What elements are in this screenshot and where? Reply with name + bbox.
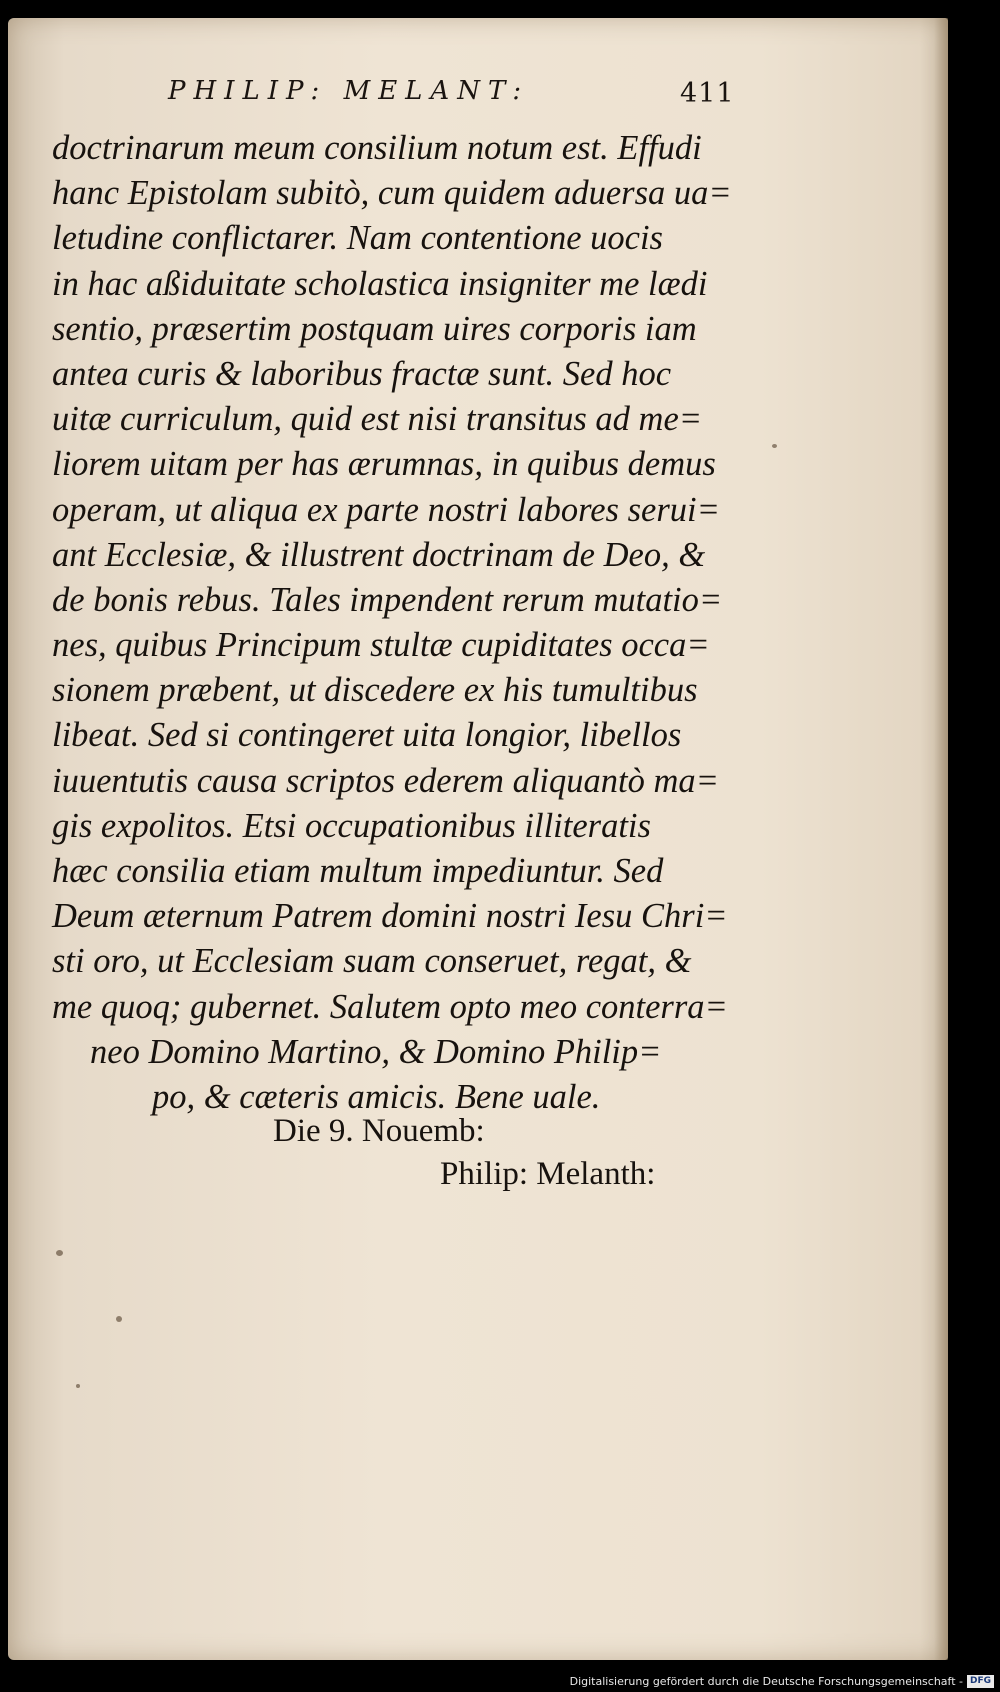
dfg-logo-icon: DFG (967, 1675, 994, 1688)
credit-text: Digitalisierung gefördert durch die Deutsche Forschungsgemeinschaft - (569, 1675, 963, 1688)
text-line: hæc consilia etiam multum impediuntur. Sed (52, 852, 664, 890)
text-line: ant Ecclesiæ, & illustrent doctrinam de Deo, & (52, 535, 706, 574)
text-line: nes, quibus Principum stultæ cupiditates occa= (52, 626, 710, 665)
paper-speck (56, 1250, 63, 1256)
digitization-credit (570, 1675, 994, 1688)
paper-speck (116, 1316, 122, 1322)
letter-signature: Philip: Melanth: (440, 1156, 656, 1192)
text-line: sentio, præsertim postquam uires corporis iam (52, 309, 697, 348)
text-line: libeat. Sed si contingeret uita longior, libellos (52, 716, 682, 755)
text-line: in hac aßiduitate scholastica insigniter me lædi (52, 264, 708, 303)
text-line: doctrinarum meum consilium notum est. Effudi (52, 129, 702, 167)
text-line: uitæ curriculum, quid est nisi transitus ad me= (52, 400, 703, 439)
text-line: letudine conflictarer. Nam contentione uocis (52, 219, 663, 258)
paper-speck (76, 1384, 80, 1388)
text-line: neo Domino Martino, & Domino Philip= (90, 1032, 662, 1071)
text-line: me quoq; gubernet. Salutem opto meo conterra= (52, 987, 728, 1026)
text-line: operam, ut aliqua ex parte nostri labores serui= (52, 490, 720, 529)
text-line: de bonis rebus. Tales impendent rerum mutatio= (52, 580, 723, 619)
text-line: sionem præbent, ut discedere ex his tumultibus (52, 671, 698, 710)
text-line: po, & cæteris amicis. Bene uale. (152, 1077, 601, 1116)
text-line: sti oro, ut Ecclesiam suam conseruet, regat, & (52, 942, 692, 981)
text-line: hanc Epistolam subitò, cum quidem aduersa ua= (52, 174, 732, 213)
book-page (8, 18, 948, 1660)
running-title: PHILIP: MELANT: (168, 76, 530, 106)
letter-body (52, 126, 732, 1120)
text-line: gis expolitos. Etsi occupationibus illiteratis (52, 806, 651, 845)
text-line: iuuentutis causa scriptos ederem aliquantò ma= (52, 761, 719, 800)
letter-date: Die 9. Nouemb: (273, 1113, 485, 1149)
page-number: 411 (680, 78, 735, 109)
text-line: Deum æternum Patrem domini nostri Iesu Chri= (52, 897, 728, 936)
paper-speck (772, 444, 777, 448)
text-line: antea curis & laboribus fractæ sunt. Sed hoc (52, 354, 672, 393)
text-line: liorem uitam per has ærumnas, in quibus demus (52, 445, 716, 484)
